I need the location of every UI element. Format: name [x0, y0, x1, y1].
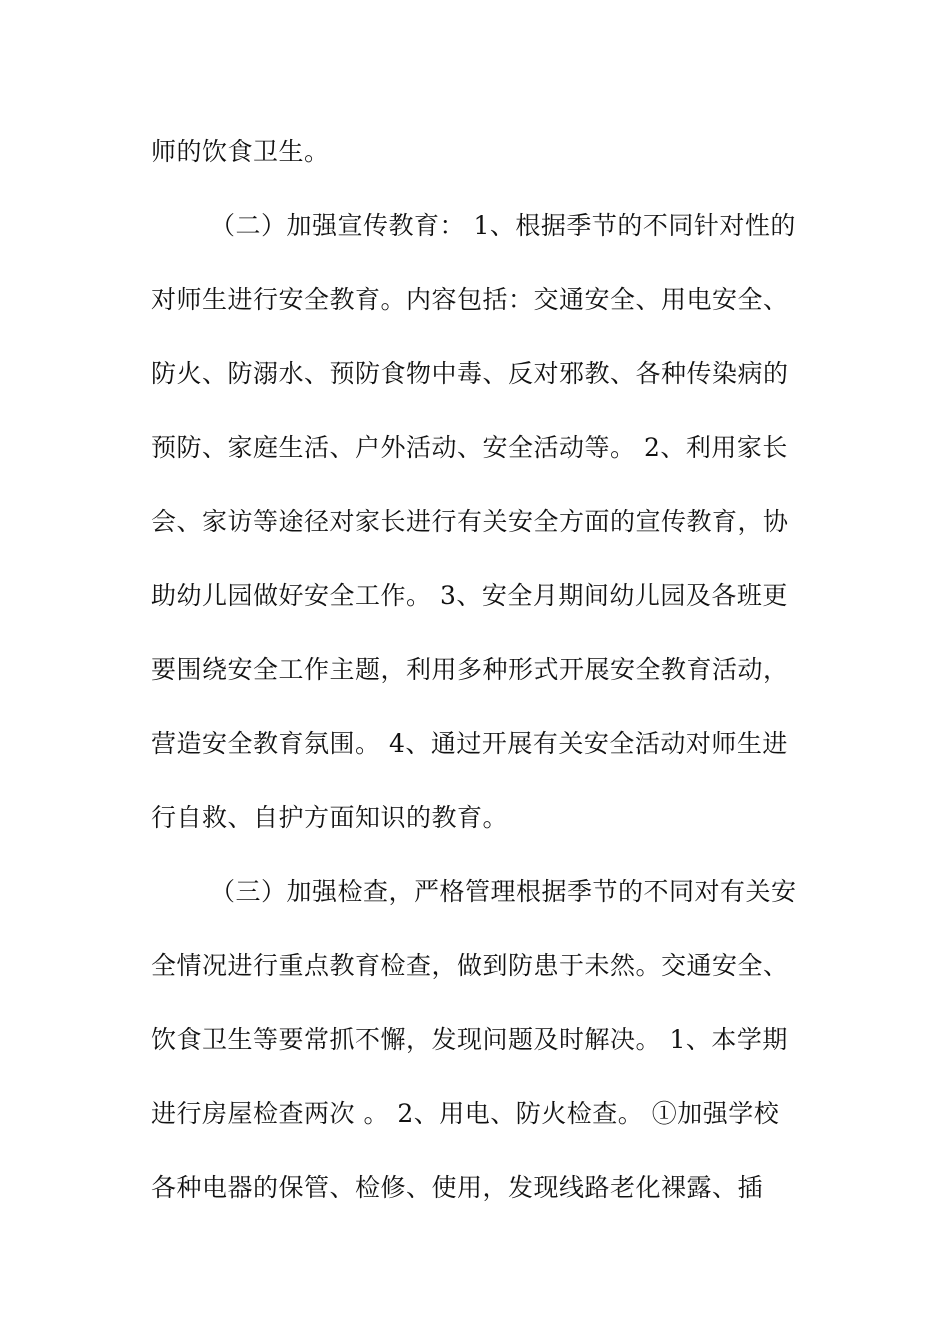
text-line: 进行房屋检查两次 。 2、用电、防火检查。 ①加强学校 — [151, 1099, 780, 1128]
text-line: 行自救、自护方面知识的教育。 — [151, 803, 509, 832]
text-line: 对师生进行安全教育。内容包括：交通安全、用电安全、 — [151, 285, 789, 314]
section-heading-line: （三）加强检查，严格管理根据季节的不同对有关安 — [210, 877, 797, 906]
text-line: 防火、防溺水、预防食物中毒、反对邪教、各种传染病的 — [151, 359, 789, 388]
text-line: 饮食卫生等要常抓不懈，发现问题及时解决。 1、本学期 — [151, 1025, 788, 1054]
text-line: 各种电器的保管、检修、使用，发现线路老化裸露、插 — [151, 1173, 764, 1202]
text-line: 全情况进行重点教育检查，做到防患于未然。交通安全、 — [151, 951, 789, 980]
text-line: 要围绕安全工作主题，利用多种形式开展安全教育活动， — [151, 655, 789, 684]
text-line: 营造安全教育氛围。 4、通过开展有关安全活动对师生进 — [151, 729, 788, 758]
text-line: 会、家访等途径对家长进行有关安全方面的宣传教育，协 — [151, 507, 789, 536]
section-heading-line: （二）加强宣传教育： 1、根据季节的不同针对性的 — [210, 211, 796, 240]
text-line: 预防、家庭生活、户外活动、安全活动等。 2、利用家长 — [151, 433, 788, 462]
text-line: 师的饮食卫生。 — [151, 137, 330, 166]
text-line: 助幼儿园做好安全工作。 3、安全月期间幼儿园及各班更 — [151, 581, 788, 610]
